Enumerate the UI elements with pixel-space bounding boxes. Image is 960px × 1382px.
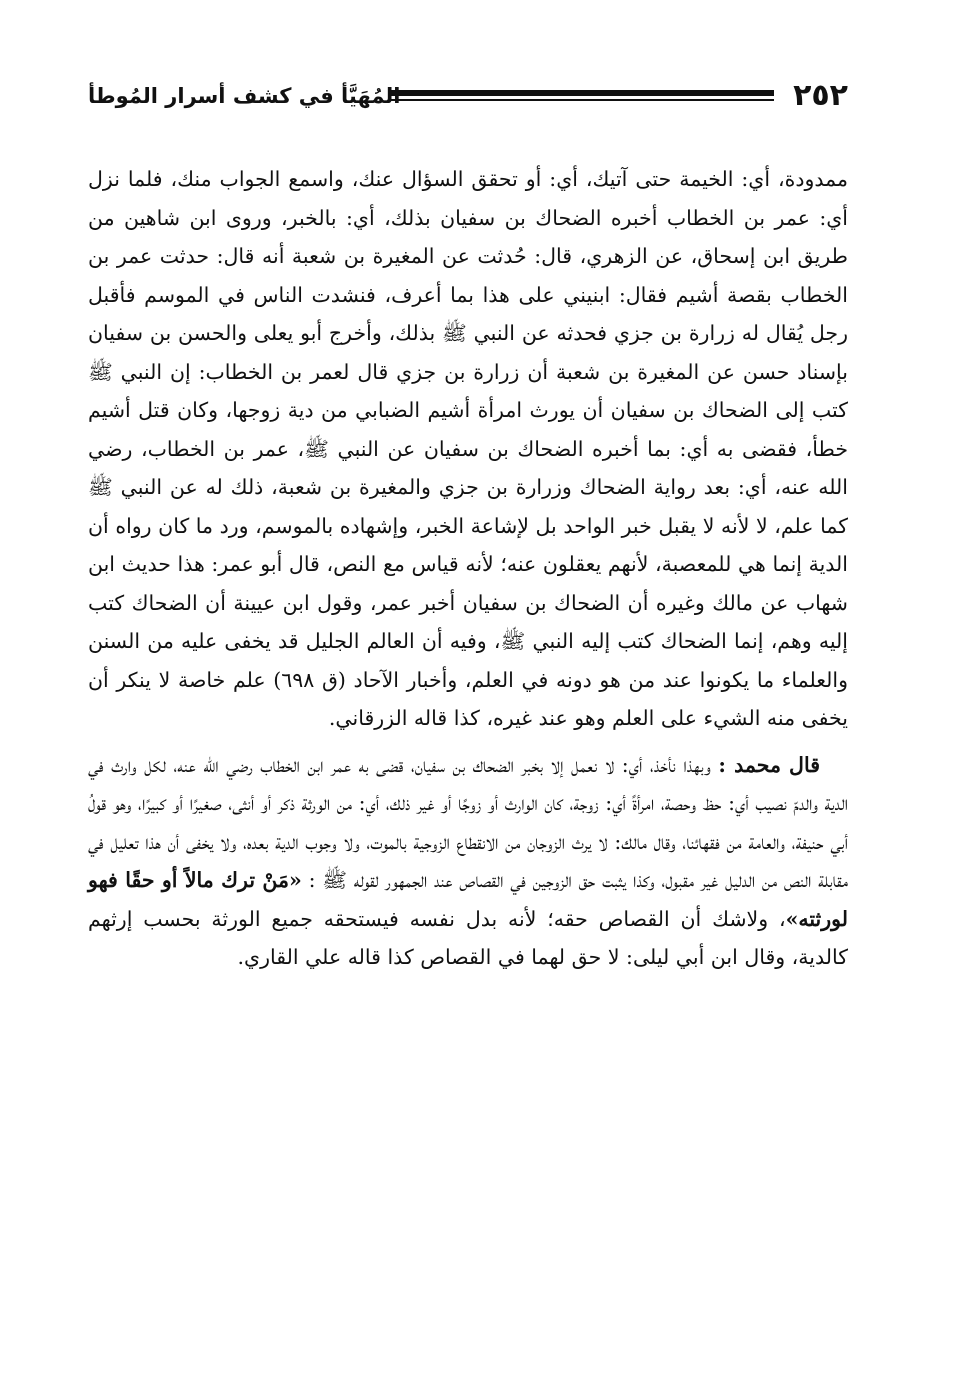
- paragraph-2: [88, 746, 848, 977]
- paragraph-2-text: وبهذا نأخذ، أي: لا نعمل إلا بخبر الضحاك بن سفيان، قضى به عمر ابن الخطاب رضي الله عنه، لكل وارث في الدية والدمّ نصيب أي: حظ وحصة، امرأةً أي: زوجة، كان الوارث أو زوجًا أو غير ذلك، أي: من الورثة ذكر أو أنثى، صغيرًا أو كبيرًا، وهو قولُ أبي حنيفة، والعامة من فقهائنا، وقال مالك: لا يرث الزوجان من الانقطاع الزوجية بالموت، ولا وجوب الدية بعده، ولا يخفى أن هذا تعليل في مقابلة النص من الدليل غير مقبول، وكذا يثبت حق الزوجين في القصاص عند الجمهور لقوله ﷺ :: [88, 752, 849, 892]
- page-header: [88, 78, 848, 122]
- book-title: المُهَيَّأ في كشف أسرار المُوطأ: [88, 84, 401, 108]
- header-divider-thick: [388, 90, 774, 96]
- hadith-quote: «مَنْ ترك مالاً أو حقًا فهو لورثته»: [88, 868, 848, 931]
- paragraph-1: [88, 160, 848, 738]
- header-divider-thin: [388, 99, 774, 101]
- header-divider: [388, 90, 774, 104]
- page-number: ٢٥٢: [793, 78, 848, 113]
- paragraph-2-tail: ، ولاشك أن القصاص حقه؛ لأنه بدل نفسه فيستحقه جميع الورثة بحسب إرثهم كالدية، وقال ابن أبي ليلى: لا حق لهما في القصاص كذا قاله علي القاري.: [88, 906, 848, 969]
- paragraph-2-lead: قال محمد :: [718, 752, 820, 777]
- main-text: [88, 160, 848, 977]
- paragraph-1-text: ممدودة، أي: الخيمة حتى آتيك، أي: أو تحقق السؤال عنك، واسمع الجواب منك، فلما نزل أي: عمر بن الخطاب أخبره الضحاك بن سفيان بذلك، أي: بالخبر، وروى ابن شاهين من طريق ابن إسحاق، عن الزهري، قال: حُدثت عن المغيرة بن شعبة أنه قال: حدثت عمر بن الخطاب بقصة أشيم فقال: ابنيني على هذا بما أعرف، فنشدت الناس في الموسم فأقبل رجل يُقال له زرارة بن جزي فحدثه عن النبي ﷺ بذلك، وأخرج أبو يعلى والحسن بن سفيان بإسناد حسن عن المغيرة بن شعبة أن زرارة بن جزي قال لعمر بن الخطاب: إن النبي ﷺ كتب إلى الضحاك بن سفيان أن يورث امرأة أشيم الضبابي من دية زوجها، وكان قتل أشيم خطأ، فقضى به أي: بما أخبره الضحاك بن سفيان عن النبي ﷺ، عمر بن الخطاب، رضي الله عنه، أي: بعد رواية الضحاك وزرارة بن جزي والمغيرة بن شعبة، ذلك له عن النبي ﷺ كما علم، لا لأنه لا يقبل خبر الواحد بل لإشاعة الخبر، وإشهاده بالموسم، ورد ما كان رواه أن الدية إنما هي للمعصبة، لأنهم يعقلون عنه؛ لأنه قياس مع النص، قال أبو عمر: هذا حديث ابن شهاب عن مالك وغيره أن الضحاك بن سفيان أخبر عمر، وقول ابن عيينة أن الضحاك كتب إليه وهم، إنما الضحاك كتب إليه النبي ﷺ، وفيه أن العالم الجليل قد يخفى عليه من السنن والعلماء ما يكونوا عند من هو دونه في العلم، وأخبار الآحاد (ق ٦٩٨) علم خاصة لا ينكر أن يخفى منه الشيء على العلم وهو عند غيره، كذا قاله الزرقاني.: [88, 167, 848, 730]
